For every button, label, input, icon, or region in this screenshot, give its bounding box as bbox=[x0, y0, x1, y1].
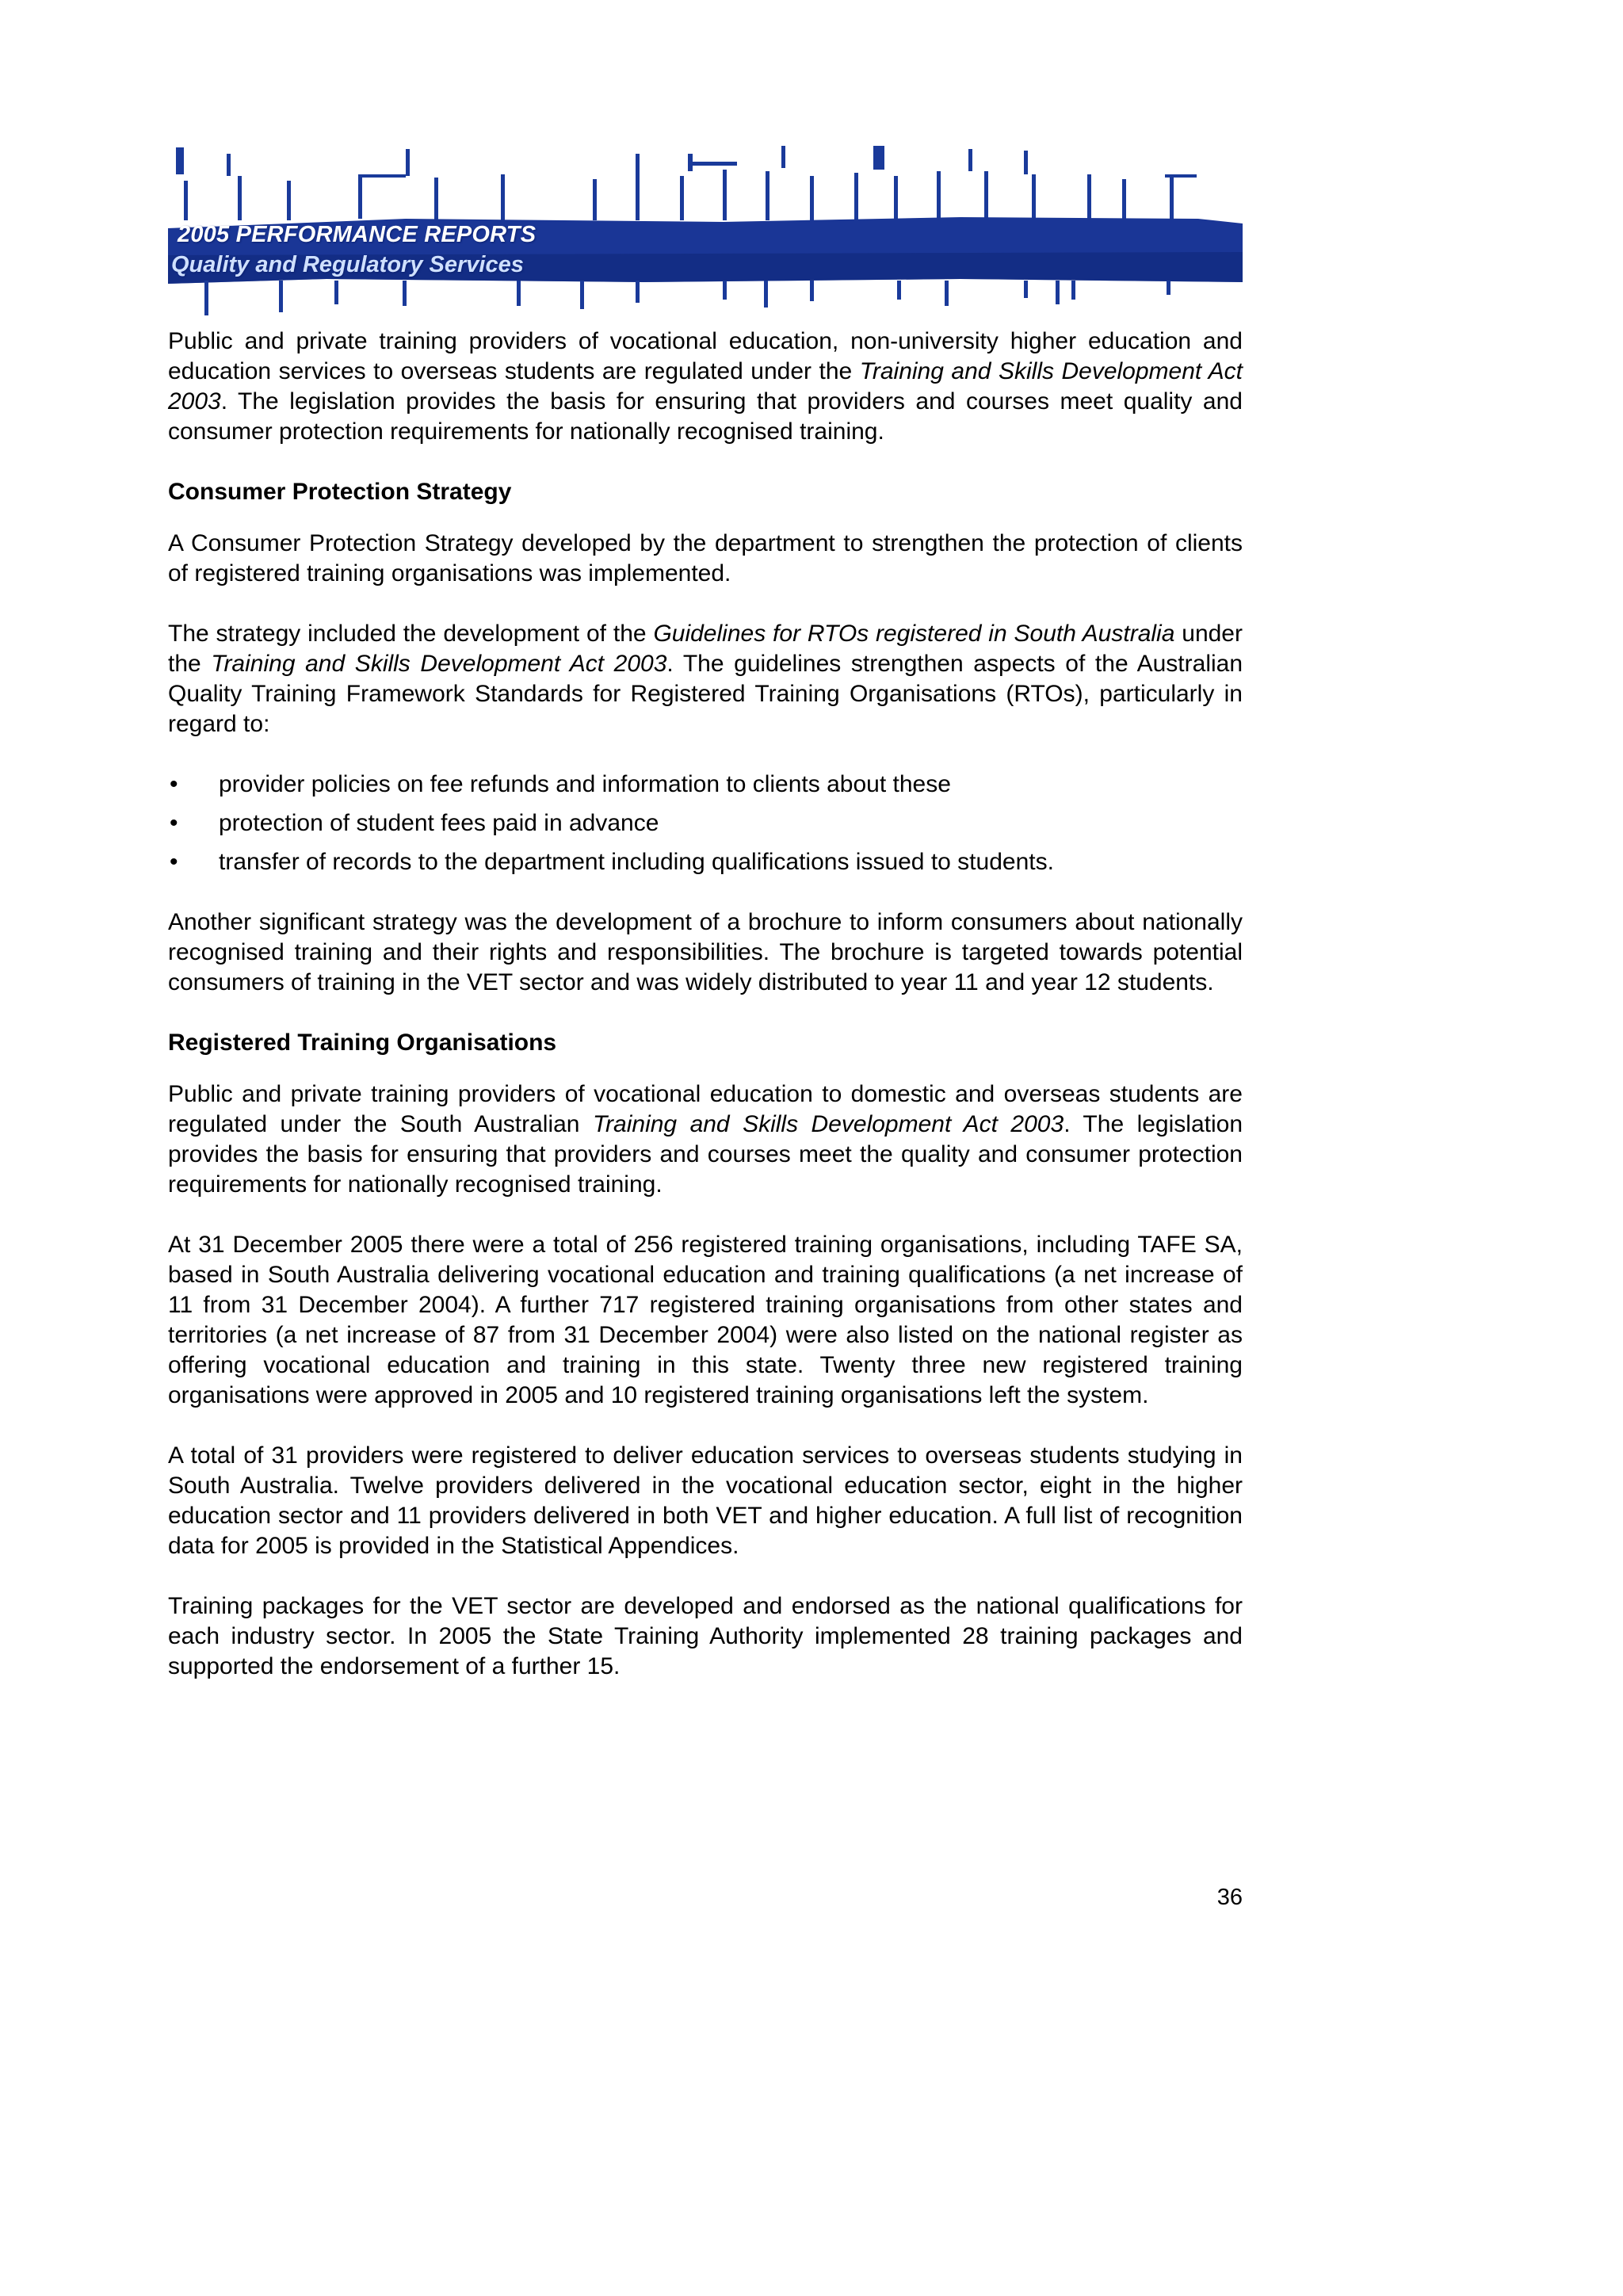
rto-regulation-paragraph: Public and private training providers of vocational education to domestic and overseas students are regulated under the South Australian Training and Skills Development Act 2003. The legislation provides the basis for ensuring that providers and courses meet the quality and consumer protection requirements for nationally recognised training. bbox=[168, 1081, 1243, 1198]
training-packages-paragraph: Training packages for the VET sector are developed and endorsed as the national qualifications for each industry sector. In 2005 the State Training Authority implemented 28 training packages and supported the endorsement of a further 15. bbox=[168, 1593, 1243, 1679]
header-banner bbox=[168, 143, 1243, 323]
strategy-paragraph: The strategy included the development of the Guidelines for RTOs registered in South Australia under the Training and Skills Development Act 2003. The guidelines strengthen aspects of the Australian Quality Training Framework Standards for Registered Training Organisations (RTOs), particularly in regard to: bbox=[168, 621, 1243, 737]
list-item: • transfer of records to the department including qualifications issued to students. bbox=[168, 847, 1243, 877]
heading-consumer-protection: Consumer Protection Strategy bbox=[168, 479, 512, 505]
brochure-paragraph: Another significant strategy was the development of a brochure to inform consumers about nationally recognised training and their rights and responsibilities. The brochure is targeted towards potential consumers of training in the VET sector and was widely distributed to year 11 and year 12 students. bbox=[168, 909, 1243, 995]
list-item: • provider policies on fee refunds and information to clients about these bbox=[168, 770, 1243, 800]
banner-title: 2005 PERFORMANCE REPORTS bbox=[178, 222, 537, 247]
banner-subtitle: Quality and Regulatory Services bbox=[171, 252, 524, 277]
overseas-providers-paragraph: A total of 31 providers were registered to deliver education services to overseas students studying in South Australia. Twelve providers delivered in the vocational education sector, eight in the higher education sector and 11 providers delivered in both VET and higher education. A full list of recognition data for 2005 is provided in the Statistical Appendices. bbox=[168, 1442, 1243, 1559]
heading-rto: Registered Training Organisations bbox=[168, 1030, 557, 1056]
document-body bbox=[168, 327, 1243, 1682]
consumer-protection-paragraph: A Consumer Protection Strategy developed by the department to strengthen the protection of clients of registered training organisations was implemented. bbox=[168, 530, 1243, 586]
rto-count-paragraph: At 31 December 2005 there were a total of 256 registered training organisations, including TAFE SA, based in South Australia delivering vocational education and training qualifications (a net increase of 11 from 31 December 2004). A further 717 registered training organisations from other states and territories (a net increase of 87 from 31 December 2004) were also listed on the national register as offering vocational education and training in this state. Twenty three new registered training organisations were approved in 2005 and 10 registered training organisations left the system. bbox=[168, 1232, 1243, 1408]
list-item: • protection of student fees paid in advance bbox=[168, 808, 1243, 839]
page-number: 36 bbox=[1216, 1885, 1243, 1910]
intro-paragraph: Public and private training providers of vocational education, non-university higher education and education services to overseas students are regulated under the Training and Skills Development Act 2003. The legislation provides the basis for ensuring that providers and courses meet quality and consumer protection requirements for nationally recognised training. bbox=[168, 328, 1243, 445]
bullet-list bbox=[168, 770, 1243, 877]
